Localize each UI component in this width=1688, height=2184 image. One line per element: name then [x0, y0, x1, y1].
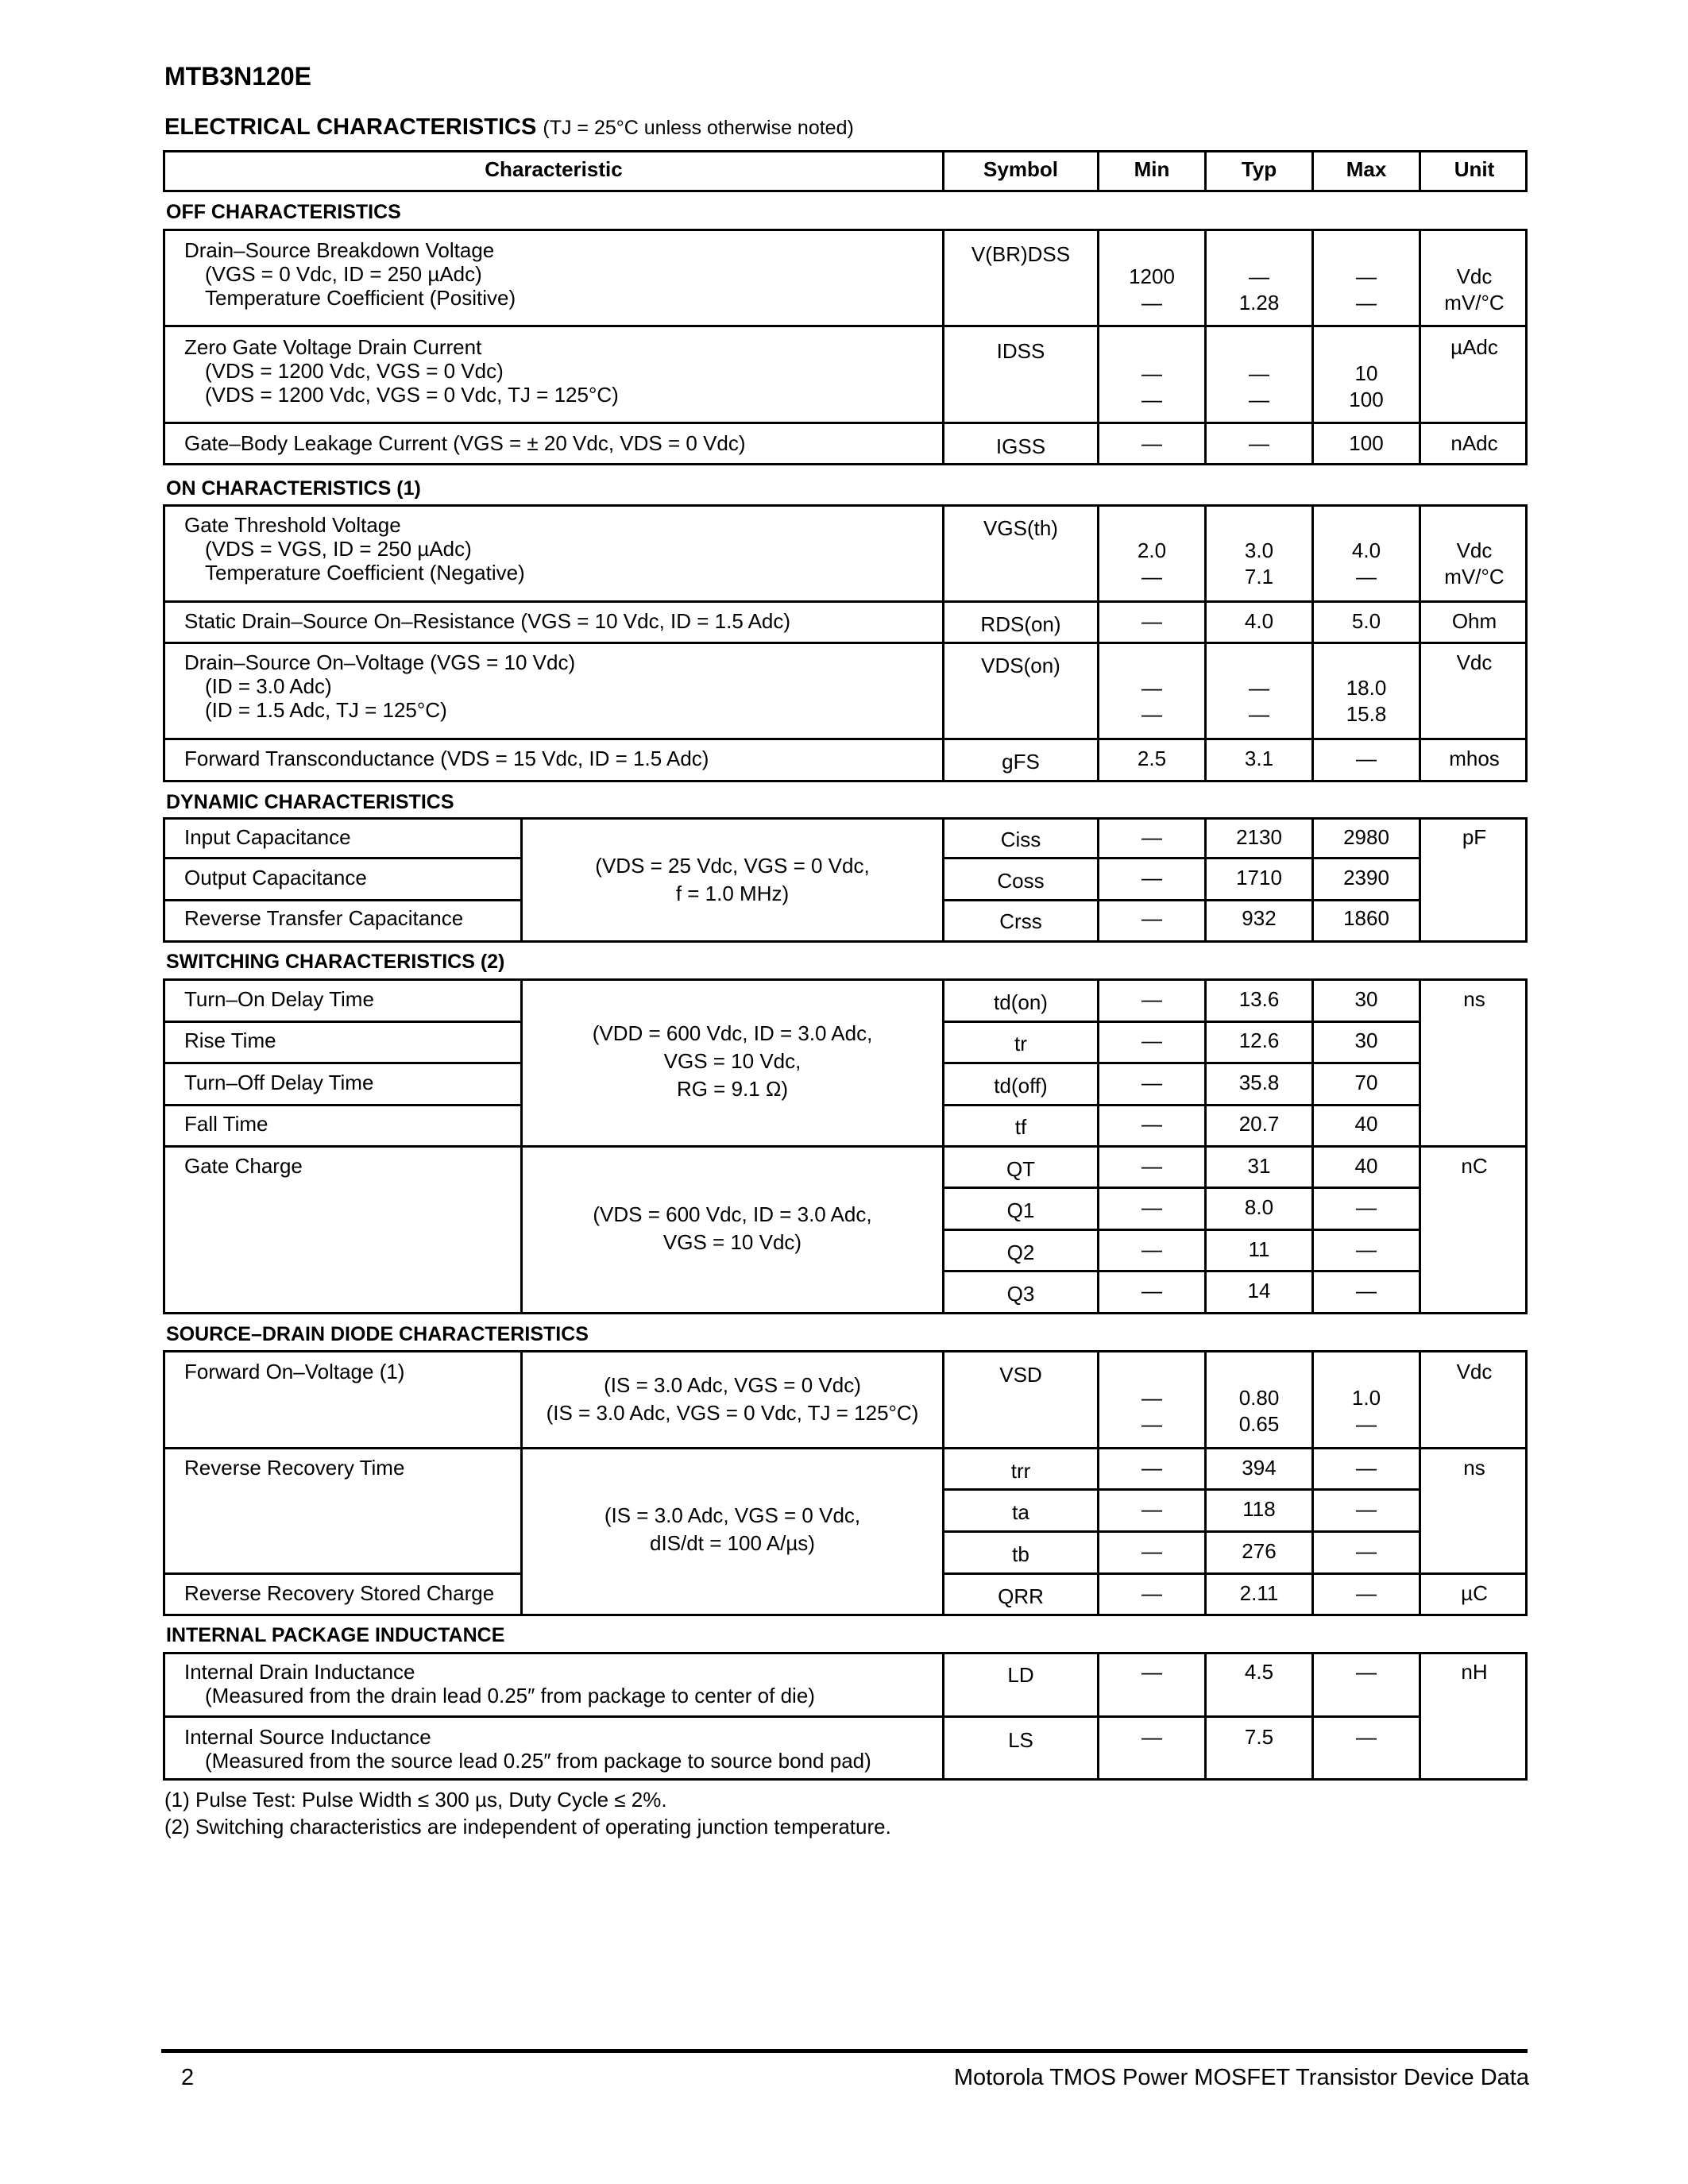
row-tf-typ: 20.7	[1238, 1112, 1280, 1136]
row-tb-symbol: tb	[1012, 1542, 1029, 1566]
dynamic-cond-line1: (VDS = 25 Vdc, VGS = 0 Vdc,	[595, 854, 870, 878]
row-ciss-typ: 2130	[1236, 825, 1282, 849]
row-q3-min: —	[1141, 1279, 1162, 1302]
footnote-1: (1) Pulse Test: Pulse Width ≤ 300 µs, Duty Cycle ≤ 2%.	[164, 1788, 667, 1812]
row-tdon-min: —	[1141, 987, 1162, 1011]
row-igss-max: 100	[1349, 431, 1384, 455]
row-idss-cond2: (VDS = 1200 Vdc, VGS = 0 Vdc, TJ = 125°C)	[205, 383, 619, 407]
row-trr-name: Reverse Recovery Time	[184, 1456, 405, 1480]
row-idss-min1: —	[1141, 361, 1162, 385]
row-bvdss-min2: —	[1141, 291, 1162, 314]
row-ta-symbol: ta	[1012, 1500, 1029, 1524]
row-coss-min: —	[1141, 866, 1162, 889]
dynamic-conditions	[523, 852, 942, 908]
row-vdson-min1: —	[1141, 676, 1162, 700]
row-vgsth-unit2: mV/°C	[1444, 565, 1505, 588]
row-vgsth-typ2: 7.1	[1244, 565, 1274, 588]
column-header-characteristic: Characteristic	[485, 157, 623, 181]
row-igss-unit: nAdc	[1450, 431, 1498, 455]
row-tdoff-name: Turn–Off Delay Time	[184, 1071, 374, 1094]
switching-cond-line3: RG = 9.1 Ω)	[676, 1077, 789, 1101]
gate-charge-cond-line1: (VDS = 600 Vdc, ID = 3.0 Adc,	[593, 1202, 872, 1226]
row-qrr-typ: 2.11	[1239, 1581, 1279, 1605]
row-bvdss-unit2: mV/°C	[1444, 291, 1505, 314]
row-q2-symbol: Q2	[1006, 1241, 1035, 1264]
row-vdson-typ1: —	[1249, 676, 1269, 700]
row-vdson-cond1: (ID = 3.0 Adc)	[205, 674, 332, 698]
row-ld-min: —	[1141, 1660, 1162, 1684]
section-dynamic: DYNAMIC CHARACTERISTICS	[166, 791, 454, 813]
row-vdson-max2: 15.8	[1346, 702, 1387, 726]
row-crss-max: 1860	[1343, 906, 1389, 930]
row-qrr-unit: µC	[1461, 1581, 1488, 1605]
row-igss-min: —	[1141, 431, 1162, 455]
row-qrr-symbol: QRR	[998, 1584, 1044, 1608]
row-rdson-unit: Ohm	[1451, 609, 1497, 633]
section-on: ON CHARACTERISTICS (1)	[166, 477, 421, 500]
row-crss-min: —	[1141, 906, 1162, 930]
row-rdson-max: 5.0	[1351, 609, 1381, 633]
row-vsd-max2: —	[1356, 1412, 1377, 1436]
vsd-cond-line2: (IS = 3.0 Adc, VGS = 0 Vdc, TJ = 125°C)	[546, 1401, 919, 1425]
row-tb-max: —	[1356, 1539, 1377, 1563]
row-ld-max: —	[1356, 1660, 1377, 1684]
row-ciss-name: Input Capacitance	[184, 825, 351, 849]
section-off: OFF CHARACTERISTICS	[166, 201, 401, 223]
row-idss-symbol: IDSS	[996, 339, 1045, 363]
section-inductance: INTERNAL PACKAGE INDUCTANCE	[166, 1624, 505, 1646]
gate-charge-conditions	[523, 1201, 942, 1256]
row-tf-name: Fall Time	[184, 1112, 268, 1136]
part-number: MTB3N120E	[164, 62, 311, 91]
row-ld-cond: (Measured from the drain lead 0.25″ from package to center of die)	[205, 1684, 815, 1707]
row-gfs-name: Forward Transconductance (VDS = 15 Vdc, ID = 1.5 Adc)	[184, 747, 709, 770]
row-vsd-min2: —	[1141, 1412, 1162, 1436]
row-qrr-name: Reverse Recovery Stored Charge	[184, 1581, 495, 1605]
row-idss-max1: 10	[1354, 361, 1378, 385]
row-tdoff-symbol: td(off)	[994, 1074, 1048, 1098]
row-vsd-typ1: 0.80	[1238, 1386, 1280, 1410]
row-bvdss-typ1: —	[1249, 264, 1269, 288]
row-tdoff-typ: 35.8	[1238, 1071, 1280, 1094]
row-ld-name: Internal Drain Inductance	[184, 1660, 415, 1684]
row-tr-name: Rise Time	[184, 1028, 276, 1052]
row-gate-charge-name: Gate Charge	[184, 1154, 303, 1178]
row-ciss-max: 2980	[1343, 825, 1389, 849]
row-rdson-name: Static Drain–Source On–Resistance (VGS = 10 Vdc, ID = 1.5 Adc)	[184, 609, 791, 633]
row-coss-symbol: Coss	[997, 869, 1045, 893]
row-coss-name: Output Capacitance	[184, 866, 367, 889]
row-vgsth-cond1: (VDS = VGS, ID = 250 µAdc)	[205, 537, 472, 561]
row-igss-typ: —	[1249, 431, 1269, 455]
footer-rule	[161, 2049, 1528, 2053]
row-qrr-min: —	[1141, 1581, 1162, 1605]
row-qt-symbol: QT	[1006, 1157, 1036, 1181]
row-vdson-unit: Vdc	[1456, 650, 1493, 674]
row-ls-min: —	[1141, 1725, 1162, 1749]
row-tdon-typ: 13.6	[1238, 987, 1280, 1011]
row-tdon-symbol: td(on)	[994, 990, 1048, 1014]
row-crss-typ: 932	[1242, 906, 1277, 930]
row-tdon-max: 30	[1354, 987, 1378, 1011]
row-vdson-symbol: VDS(on)	[981, 654, 1060, 677]
row-idss-cond1: (VDS = 1200 Vdc, VGS = 0 Vdc)	[205, 359, 504, 383]
row-q1-min: —	[1141, 1195, 1162, 1219]
row-coss-typ: 1710	[1236, 866, 1282, 889]
page-number: 2	[181, 2065, 195, 2090]
row-bvdss-max1: —	[1356, 264, 1377, 288]
row-idss-typ1: —	[1249, 361, 1269, 385]
reverse-recovery-cond-line1: (IS = 3.0 Adc, VGS = 0 Vdc,	[604, 1503, 861, 1527]
switching-conditions	[523, 1020, 942, 1103]
row-vdson-cond2: (ID = 1.5 Adc, TJ = 125°C)	[205, 698, 447, 722]
switching-unit: ns	[1463, 987, 1485, 1011]
row-gfs-symbol: gFS	[1002, 750, 1040, 774]
row-qt-max: 40	[1354, 1154, 1378, 1178]
row-ls-typ: 7.5	[1244, 1725, 1274, 1749]
column-header-min: Min	[1134, 157, 1170, 181]
row-ls-symbol: LS	[1008, 1728, 1033, 1752]
row-qrr-max: —	[1356, 1581, 1377, 1605]
row-vdson-name: Drain–Source On–Voltage (VGS = 10 Vdc)	[184, 650, 576, 674]
reverse-recovery-cond-line2: dIS/dt = 100 A/µs)	[650, 1531, 815, 1555]
row-qt-typ: 31	[1247, 1154, 1271, 1178]
row-vgsth-unit1: Vdc	[1456, 538, 1493, 562]
row-crss-symbol: Crss	[999, 909, 1042, 933]
row-q2-max: —	[1356, 1237, 1377, 1261]
column-header-unit: Unit	[1454, 157, 1495, 181]
row-vgsth-min1: 2.0	[1137, 538, 1167, 562]
row-ls-name: Internal Source Inductance	[184, 1725, 431, 1749]
row-idss-unit: µAdc	[1450, 335, 1498, 359]
table-title: ELECTRICAL CHARACTERISTICS	[164, 114, 537, 140]
row-vgsth-max1: 4.0	[1351, 538, 1381, 562]
column-header-symbol: Symbol	[983, 157, 1058, 181]
row-gfs-max: —	[1356, 747, 1377, 770]
row-vgsth-min2: —	[1141, 565, 1162, 588]
row-idss-max2: 100	[1349, 388, 1384, 411]
row-tdoff-max: 70	[1354, 1071, 1378, 1094]
row-gfs-unit: mhos	[1449, 747, 1500, 770]
row-crss-name: Reverse Transfer Capacitance	[184, 906, 464, 930]
row-trr-min: —	[1141, 1456, 1162, 1480]
row-ls-max: —	[1356, 1725, 1377, 1749]
row-trr-symbol: trr	[1010, 1459, 1031, 1483]
row-vgsth-max2: —	[1356, 565, 1377, 588]
row-vdson-min2: —	[1141, 702, 1162, 726]
row-gfs-typ: 3.1	[1244, 747, 1274, 770]
footnote-2: (2) Switching characteristics are independent of operating junction temperature.	[164, 1815, 891, 1839]
row-q3-typ: 14	[1247, 1279, 1271, 1302]
row-q1-typ: 8.0	[1244, 1195, 1274, 1219]
row-coss-max: 2390	[1343, 866, 1389, 889]
reverse-recovery-conditions	[523, 1502, 942, 1557]
switching-cond-line1: (VDD = 600 Vdc, ID = 3.0 Adc,	[592, 1021, 873, 1045]
row-vgsth-cond2: Temperature Coefficient (Negative)	[205, 561, 525, 585]
row-igss-symbol: IGSS	[995, 434, 1046, 458]
row-ciss-min: —	[1141, 825, 1162, 849]
row-tb-min: —	[1141, 1539, 1162, 1563]
row-bvdss-cond2: Temperature Coefficient (Positive)	[205, 286, 516, 310]
dynamic-cond-line2: f = 1.0 MHz)	[675, 882, 790, 905]
row-bvdss-typ2: 1.28	[1238, 291, 1280, 314]
row-vgsth-name: Gate Threshold Voltage	[184, 513, 401, 537]
row-bvdss-min1: 1200	[1129, 264, 1175, 288]
row-ta-typ: 118	[1242, 1497, 1276, 1521]
row-bvdss-max2: —	[1356, 291, 1377, 314]
row-bvdss-unit1: Vdc	[1456, 264, 1493, 288]
vsd-conditions	[523, 1372, 942, 1427]
test-conditions-note: (TJ = 25°C unless otherwise noted)	[543, 117, 854, 139]
gate-charge-cond-line2: VGS = 10 Vdc)	[662, 1230, 802, 1254]
row-trr-typ: 394	[1242, 1456, 1277, 1480]
row-idss-typ2: —	[1249, 388, 1269, 411]
gate-charge-unit: nC	[1461, 1154, 1488, 1178]
row-tf-symbol: tf	[1014, 1115, 1027, 1139]
row-vsd-unit: Vdc	[1456, 1360, 1493, 1383]
publication-name: Motorola TMOS Power MOSFET Transistor Device Data	[953, 2065, 1529, 2090]
vsd-cond-line1: (IS = 3.0 Adc, VGS = 0 Vdc)	[604, 1373, 861, 1397]
row-ciss-symbol: Ciss	[1000, 828, 1041, 851]
row-tf-max: 40	[1354, 1112, 1378, 1136]
row-tr-typ: 12.6	[1238, 1028, 1280, 1052]
column-header-max: Max	[1346, 157, 1387, 181]
row-ld-typ: 4.5	[1244, 1660, 1274, 1684]
table-heading	[164, 114, 854, 141]
row-trr-unit: ns	[1463, 1456, 1485, 1480]
row-trr-max: —	[1356, 1456, 1377, 1480]
row-q1-symbol: Q1	[1006, 1198, 1035, 1222]
row-ls-cond: (Measured from the source lead 0.25″ from package to source bond pad)	[205, 1749, 871, 1773]
row-qt-min: —	[1141, 1154, 1162, 1178]
row-tb-typ: 276	[1242, 1539, 1277, 1563]
row-tr-max: 30	[1354, 1028, 1378, 1052]
inductance-unit: nH	[1461, 1660, 1488, 1684]
row-vsd-typ2: 0.65	[1238, 1412, 1280, 1436]
row-vsd-max1: 1.0	[1351, 1386, 1381, 1410]
row-idss-name: Zero Gate Voltage Drain Current	[184, 335, 482, 359]
row-tdon-name: Turn–On Delay Time	[184, 987, 374, 1011]
row-igss-name: Gate–Body Leakage Current (VGS = ± 20 Vdc, VDS = 0 Vdc)	[184, 431, 746, 455]
section-diode: SOURCE–DRAIN DIODE CHARACTERISTICS	[166, 1323, 589, 1345]
row-bvdss-symbol: V(BR)DSS	[971, 242, 1071, 266]
row-ld-symbol: LD	[1007, 1663, 1034, 1687]
row-vsd-name: Forward On–Voltage (1)	[184, 1360, 405, 1383]
row-bvdss-name: Drain–Source Breakdown Voltage	[184, 238, 495, 262]
row-q1-max: —	[1356, 1195, 1377, 1219]
row-ta-max: —	[1356, 1497, 1377, 1521]
row-gfs-min: 2.5	[1137, 747, 1167, 770]
row-vsd-symbol: VSD	[999, 1363, 1042, 1387]
row-q2-typ: 11	[1248, 1237, 1270, 1261]
row-vgsth-typ1: 3.0	[1244, 538, 1274, 562]
column-header-typ: Typ	[1241, 157, 1277, 181]
row-vgsth-symbol: VGS(th)	[983, 516, 1058, 540]
row-bvdss-cond1: (VGS = 0 Vdc, ID = 250 µAdc)	[205, 262, 482, 286]
dynamic-unit: pF	[1462, 825, 1487, 849]
row-idss-min2: —	[1141, 388, 1162, 411]
row-tr-symbol: tr	[1014, 1032, 1027, 1055]
row-q2-min: —	[1141, 1237, 1162, 1261]
row-vsd-min1: —	[1141, 1386, 1162, 1410]
row-ta-min: —	[1141, 1497, 1162, 1521]
row-q3-symbol: Q3	[1006, 1282, 1035, 1306]
row-vdson-max1: 18.0	[1346, 676, 1387, 700]
row-tf-min: —	[1141, 1112, 1162, 1136]
row-rdson-symbol: RDS(on)	[980, 612, 1061, 636]
switching-cond-line2: VGS = 10 Vdc,	[663, 1049, 802, 1073]
row-rdson-typ: 4.0	[1244, 609, 1274, 633]
row-rdson-min: —	[1141, 609, 1162, 633]
row-q3-max: —	[1356, 1279, 1377, 1302]
row-tr-min: —	[1141, 1028, 1162, 1052]
row-vdson-typ2: —	[1249, 702, 1269, 726]
section-switching: SWITCHING CHARACTERISTICS (2)	[166, 951, 505, 973]
row-tdoff-min: —	[1141, 1071, 1162, 1094]
